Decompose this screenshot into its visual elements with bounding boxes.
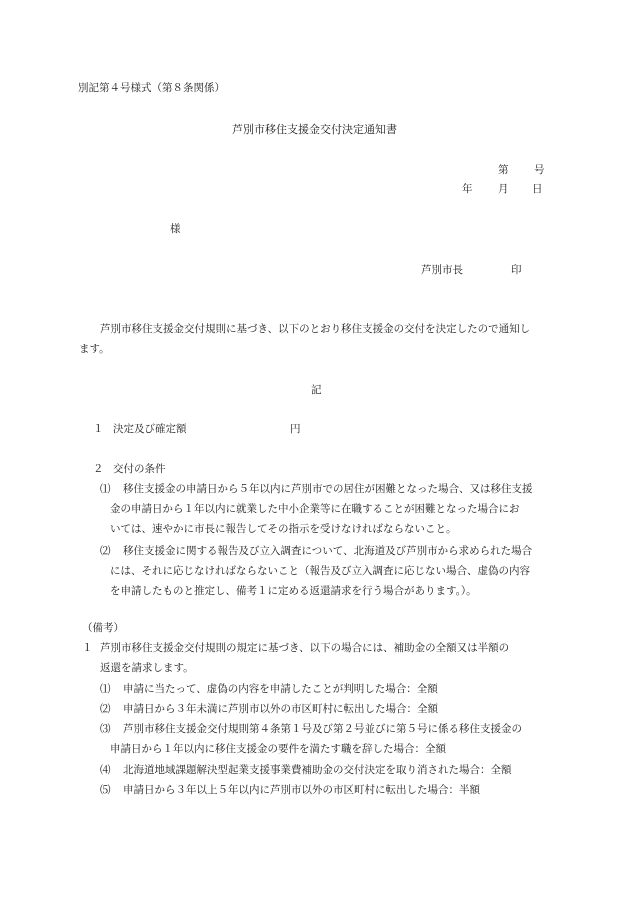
seal-mark: 印 [511,264,522,276]
remarks-item-1-line-2: 返還を請求します。 [100,662,194,674]
section2-label: 交付の条件 [113,463,166,475]
remarks-subitem-5 [100,780,570,800]
remarks-subitem-1-number: ⑴ [100,683,111,695]
condition-item-1-line-3: いては、速やかに市長に報告してその指示を受けなければならないこと。 [110,523,457,535]
date-year: 年 [462,183,473,195]
condition-item-1 [100,479,570,539]
condition-item-2-line-1: 移住支援金に関する報告及び立入調査について、北海道及び芦別市から求められた場合 [123,545,533,557]
condition-item-2 [100,541,570,601]
condition-item-2-line-2: には、それに応じなければならないこと（報告及び立入調査に応じない場合、虚偽の内容 [110,565,530,577]
remarks-item-1-number: １ [82,642,93,654]
ki-heading: 記 [311,384,322,396]
remarks-subitem-1-line-1: 申請に当たって、虚偽の内容を申請したことが判明した場合：全額 [123,683,438,695]
section1-number: １ [93,423,104,435]
remarks-subitem-3-line-2: 申請日から１年以内に移住支援金の要件を満たす職を辞した場合：全額 [110,743,446,755]
condition-item-2-line-3: を申請したものと推定し、備考１に定める返還請求を行う場合があります。）。 [110,585,477,597]
number-dai: 第 [498,164,509,176]
form-label: 別記第４号様式（第８条関係） [78,82,225,94]
remarks-subitem-4 [100,760,570,780]
condition-item-1-line-2: 金の申請日から１年以内に就業した中小企業等に在職することが困難となった場合にお [110,503,520,515]
remarks-subitem-1 [100,679,570,699]
issuer-name: 芦別市長 [421,264,463,276]
intro-line-2: ます。 [79,343,110,355]
date-month: 月 [498,183,509,195]
remarks-subitem-2-line-1: 申請日から３年未満に芦別市以外の市区町村に転出した場合：全額 [123,703,438,715]
remarks-subitem-3-line-1: 芦別市移住支援金交付規則第４条第１号及び第２号並びに第５号に係る移住支援金の [123,723,522,735]
remarks-subitem-2-number: ⑵ [100,703,111,715]
condition-item-1-number: ⑴ [100,483,111,495]
remarks-subitem-3 [100,719,570,759]
condition-item-1-line-1: 移住支援金の申請日から５年以内に芦別市での居住が困難となった場合、又は移住支援 [123,483,533,495]
section1-unit: 円 [290,423,301,435]
remarks-subitem-3-number: ⑶ [100,723,111,735]
remarks-item-1 [82,638,572,678]
remarks-heading: （備考） [82,622,124,634]
remarks-subitem-4-line-1: 北海道地域課題解決型起業支援事業費補助金の交付決定を取り消された場合：全額 [123,764,512,776]
remarks-item-1-line-1: 芦別市移住支援金交付規則の規定に基づき、以下の場合には、補助金の全額又は半額の [100,642,510,654]
remarks-subitem-2 [100,699,570,719]
remarks-subitem-5-line-1: 申請日から３年以上５年以内に芦別市以外の市区町村に転出した場合：半額 [123,784,480,796]
document-title: 芦別市移住支援金交付決定通知書 [232,123,397,136]
remarks-subitem-5-number: ⑸ [100,784,111,796]
section2-number: ２ [93,463,104,475]
section1-label: 決定及び確定額 [113,423,187,435]
intro-line-1: 芦別市移住支援金交付規則に基づき、以下のとおり移住支援金の交付を決定したので通知し [100,323,531,335]
addressee-suffix: 様 [170,223,181,235]
condition-item-2-number: ⑵ [100,545,111,557]
date-day: 日 [532,183,543,195]
remarks-subitem-4-number: ⑷ [100,764,111,776]
intro-paragraph [79,319,559,359]
number-gou: 号 [534,164,545,176]
